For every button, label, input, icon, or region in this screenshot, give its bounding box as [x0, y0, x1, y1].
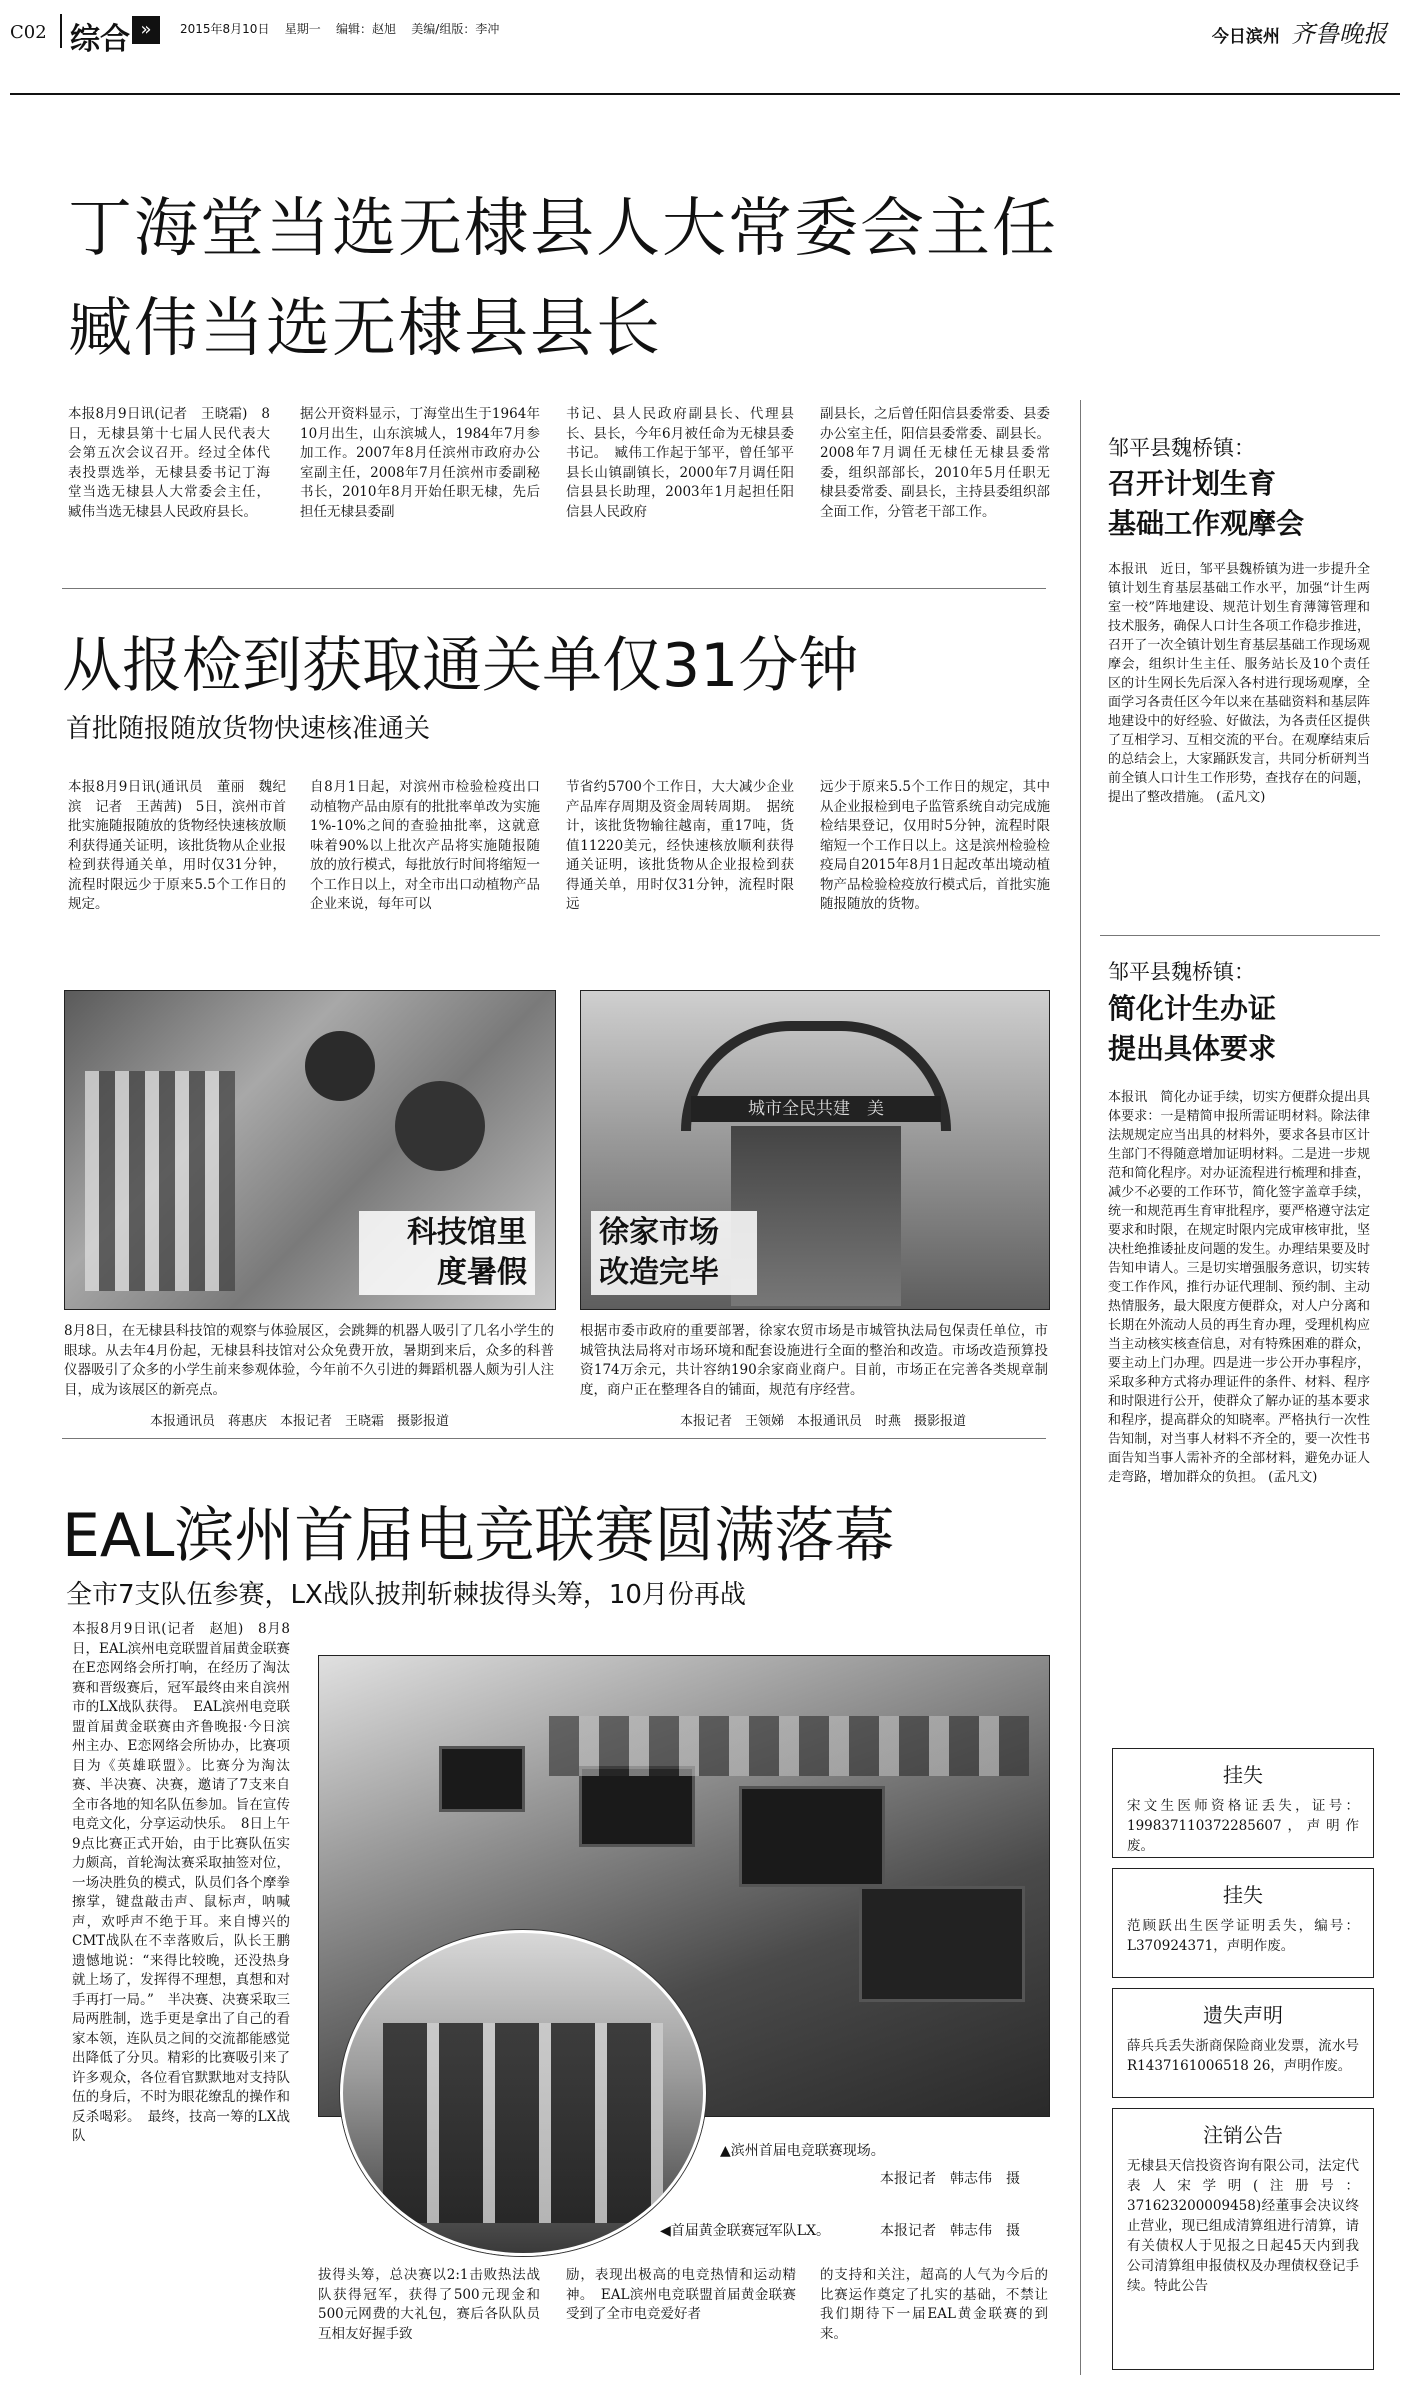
child-head — [305, 1031, 375, 1101]
sidebar2-title-1: 简化计生办证 — [1108, 992, 1277, 1025]
sidebar2-kicker: 邹平县魏桥镇： — [1108, 960, 1255, 984]
photo-robot-exhibit — [64, 990, 556, 1310]
story2-col-3: 节省约5700个工作日，大大减少企业产品库存周期及资金周转周期。 据统计，该批货物输往越南，重17吨，货值11220美元，经快速核放顺利获得通关证明，该批货物从企业报检到获得通关单，用时仅31分钟，流程时限远 — [566, 779, 794, 912]
sidebar2-title-2: 提出具体要求 — [1108, 1032, 1277, 1065]
notice-lost-statement — [1112, 1988, 1374, 2098]
page-number: C02 — [10, 22, 47, 43]
photo1-caption-line-2: 度暑假 — [437, 1255, 527, 1290]
notice-title: 遗失声明 — [1203, 2003, 1283, 2027]
paper-brand — [1212, 14, 1387, 49]
story1-col-2: 据公开资料显示，丁海堂出生于1964年10月出生，山东滨城人，1984年7月参加工作。2007年8月任滨州市政府办公室副主任，2008年7月任滨州市委副秘书长，2010年8月开始任职无棣，先后担任无棣县委副 — [300, 406, 540, 520]
spectators — [549, 1716, 1029, 1776]
issue-weekday: 星期一 — [284, 22, 321, 36]
photo-champion-team-inset — [340, 1930, 706, 2256]
sidebar1-title-1: 召开计划生育 — [1108, 467, 1277, 500]
story2-col-4: 远少于原来5.5个工作日的规定，其中从企业报检到电子监管系统自动完成施检结果登记，仅用时5分钟，流程时限缩短一个工作日以上。这是滨州检验检疫局自2015年8月1日起改革出境动植物产品检验检疫放行模式后，首批实施随报随放的货物。 — [820, 779, 1050, 912]
story2-col-1: 本报8月9日讯(通讯员 董丽 魏纪滨 记者 王茜茜) 5日，滨州市首批实施随报随放的货物经快速核放顺利获得通关证明，该批货物从企业报检到获得通关单，用时仅31分钟，流程时限远少于原来5.5个工作日的规定。 — [68, 779, 286, 912]
photo1-caption — [359, 1211, 535, 1295]
photo2-credit: 本报记者 王领娣 本报通讯员 时燕 摄影报道 — [680, 1414, 967, 1429]
photo2-text: 根据市委市政府的重要部署，徐家农贸市场是市城管执法局包保责任单位，市城管执法局将对市场环境和配套设施进行全面的整治和改造。市场改造预算投资174万余元，共计容纳190余家商业商户。目前，市场正在完善各类规章制度，商户正在整理各自的铺面，规范有序经营。 — [580, 1323, 1048, 1398]
sidebar-rule — [1080, 400, 1081, 2375]
story1-col-1: 本报8月9日讯(记者 王晓霜) 8日，无棣县第十七届人民代表大会第五次会议召开。经过全体代表投票选举，无棣县委书记丁海堂当选无棣县人大常委会主任，臧伟当选无棣县人民政府县长。 — [68, 406, 270, 520]
story2-headline: 从报检到获取通关单仅31分钟 — [62, 631, 859, 701]
paper-logo: 齐鲁晚报 — [1291, 20, 1387, 48]
story1-headline-2: 臧伟当选无棣县县长 — [68, 292, 662, 366]
story3-col-4: 的支持和关注，超高的人气为今后的比赛运作奠定了扎实的基础，不禁让我们期待下一届EAL黄金联赛的到来。 — [820, 2267, 1048, 2342]
masthead-info — [180, 20, 499, 37]
notice-title: 注销公告 — [1203, 2123, 1283, 2147]
editor-credit: 编辑：赵旭 — [336, 22, 397, 36]
notice-lost-2 — [1112, 1868, 1374, 1978]
story2-subhead: 首批随报随放货物快速核准通关 — [66, 714, 431, 744]
paper-name: 今日滨州 — [1211, 27, 1280, 47]
robot-figures — [85, 1071, 235, 1291]
story1-col-4: 副县长，之后曾任阳信县委常委、县委办公室主任，阳信县委常委、副县长。2008年7月调任无棣任无棣县委常委，组织部部长，2010年5月任职无棣县委常委、副县长，主持县委组织部全面工作，分管老干部工作。 — [820, 406, 1050, 520]
divider — [1100, 935, 1380, 936]
sidebar1-text: 本报讯 近日，邹平县魏桥镇为进一步提升全镇计划生育基层基础工作水平，加强“计生两室一校”阵地建设、规范计划生育薄簿管理和技术服务，确保人口计生各项工作稳步推进，召开了一次全镇计划生育基层基础工作现场观摩会，组织计生主任、服务站长及10个责任区的计生网长先后深入各村进行现场观摩，全面学习各责任区今年以来在基础资料和基层阵地建设中的好经验、好做法，为各责任区提供了互相学习、互相交流的平台。在观摩结束后的总结会上，大家踊跃发言，共同分析研判当前全镇人口计生工作形势，查找存在的问题，提出了整改措施。 — [1108, 562, 1370, 805]
notice-body: 宋文生医师资格证丢失，证号：199837110372285607，声明作废。 — [1127, 1798, 1359, 1854]
divider — [62, 1438, 1046, 1439]
masthead-rule — [10, 93, 1400, 95]
photo2-caption-line-1: 徐家市场 — [599, 1215, 719, 1250]
esports-photo-caption: ▲滨州首届电竞联赛现场。 — [720, 2143, 885, 2159]
photo2-caption-line-2: 改造完毕 — [599, 1255, 719, 1290]
monitor — [739, 1786, 885, 1887]
sidebar1-author: (孟凡文) — [1216, 790, 1266, 805]
photo1-caption-line-1: 科技馆里 — [407, 1215, 527, 1250]
designer-credit: 美编/组版：李冲 — [411, 22, 500, 36]
story3-col-2: 拔得头筹，总决赛以2:1击败热法战队获得冠军，获得了500元现金和500元网费的大礼包，赛后各队队员互相友好握手致 — [318, 2267, 540, 2342]
story3-col-3: 励，表现出极高的电竞热情和运动精神。 EAL滨州电竞联盟首届黄金联赛受到了全市电竞爱好者 — [566, 2267, 796, 2322]
notice-body: 薛兵兵丢失浙商保险商业发票，流水号R1437161006518 26，声明作废。 — [1127, 2038, 1359, 2074]
photo-market-gate — [580, 990, 1050, 1310]
section-arrow-icon: » — [132, 16, 160, 44]
inset-photo-credit: 本报记者 韩志伟 摄 — [880, 2223, 1020, 2239]
photo2-caption — [591, 1211, 757, 1295]
market-arch-sign: 城市全民共建 美 — [691, 1096, 941, 1122]
notice-body: 范顾跃出生医学证明丢失，编号：L370924371，声明作废。 — [1127, 1918, 1359, 1954]
team-members — [383, 2023, 663, 2223]
story3-headline: EAL滨州首届电竞联赛圆满落幕 — [62, 1501, 895, 1571]
sidebar1-title-2: 基础工作观摩会 — [1108, 507, 1305, 540]
child-head — [395, 1081, 485, 1171]
notice-title: 挂失 — [1223, 1763, 1263, 1787]
sidebar1-kicker: 邹平县魏桥镇： — [1108, 436, 1255, 460]
inset-photo-caption: ◀首届黄金联赛冠军队LX。 — [660, 2223, 831, 2239]
masthead-divider — [60, 14, 62, 48]
notice-body: 无棣县天信投资咨询有限公司，法定代表人宋学明(注册号：371623200009458)经董事会决议终止营业，现已组成清算组进行清算，请有关债权人于见报之日起45天内到我公司清算组申报债权及办理债权登记手续。特此公告 — [1127, 2158, 1359, 2294]
sidebar2-body — [1108, 1088, 1370, 1723]
monitor — [859, 1886, 1025, 2002]
issue-date: 2015年8月10日 — [180, 22, 270, 36]
story2-col-2: 自8月1日起，对滨州市检验检疫出口动植物产品由原有的批批率单改为实施1%-10%之间的查验抽批率，这就意味着90%以上批次产品将实施随报随放的放行模式，每批放行时间将缩短一个工作日以上，对全市出口动植物产品企业来说，每年可以 — [310, 779, 540, 912]
monitor — [439, 1746, 525, 1812]
photo1-credit: 本报通讯员 蒋惠庆 本报记者 王晓霜 摄影报道 — [150, 1414, 450, 1429]
divider — [62, 588, 1046, 589]
notice-lost-1 — [1112, 1748, 1374, 1858]
section-name: 综合 — [70, 22, 130, 57]
sidebar2-text: 本报讯 简化办证手续，切实方便群众提出具体要求：一是精简申报所需证明材料。除法律法规规定应当出具的材料外，要求各县市区计生部门不得随意增加证明材料。二是进一步规范和简化程序。对办证流程进行梳理和排查，减少不必要的工作环节，简化签字盖章手续，统一和规范再生育审批程序，要严格遵守法定要求和时限，在规定时限内完成审核审批，坚决杜绝推诿扯皮问题的发生。办理结果要及时告知申请人。三是切实增强服务意识，切实转变工作作风，推行办证代理制、预约制、主动热情服务，最大限度方便群众，对人户分离和长期在外流动人员的再生育办理，受理机构应当主动核实核查信息，对有特殊困难的群众，要主动上门办理。四是进一步公开办事程序，采取多种方式将办理证件的条件、材料、程序和时限进行公开，使群众了解办证的基本要求和程序，提高群众的知晓率。严格执行一次性告知制，对当事人材料不齐全的，要一次性书面告知当事人需补齐的全部材料，避免办证人走弯路，增加群众的负担。 — [1108, 1090, 1370, 1485]
story3-subhead: 全市7支队伍参赛，LX战队披荆斩棘拔得头筹，10月份再战 — [66, 1580, 746, 1610]
monitor — [579, 1766, 695, 1847]
photo1-text: 8月8日，在无棣县科技馆的观察与体验展区，会跳舞的机器人吸引了几名小学生的眼球。从去年4月份起，无棣县科技馆对公众免费开放，暑期到来后，众多的科普仪器吸引了众多的小学生前来参观体验，今年前不久引进的舞蹈机器人颇为引人注目，成为该展区的新亮点。 — [64, 1323, 554, 1398]
esports-photo-credit: 本报记者 韩志伟 摄 — [880, 2171, 1020, 2187]
sidebar2-author: (孟凡文) — [1268, 1470, 1318, 1485]
notice-deregistration — [1112, 2108, 1374, 2370]
sidebar1-body — [1108, 560, 1370, 925]
story1-headline-1: 丁海堂当选无棣县人大常委会主任 — [68, 192, 1058, 266]
story3-col-1: 本报8月9日讯(记者 赵旭) 8月8日，EAL滨州电竞联盟首届黄金联赛在E恋网络会所打响，在经历了淘汰赛和晋级赛后，冠军最终由来自滨州市的LX战队获得。 EAL滨州电竞联盟首届黄金联赛由齐鲁晚报·今日滨州主办、E恋网络会所协办，比赛项目为《英雄联盟》。比赛分为淘汰赛、半决赛、决赛，邀请了7支来自全市各地的知名队伍参加。旨在宣传电竞文化，分享运动快乐。 8日上午9点比赛正式开始，由于比赛队伍实力颇高，首轮淘汰赛采取抽签对位，一场决胜负的模式，队员们各个摩拳擦掌，键盘敲击声、鼠标声，呐喊声，欢呼声不绝于耳。来自博兴的CMT战队在不幸落败后，队长王鹏遗憾地说：“来得比较晚，还没热身就上场了，发挥得不理想，真想和对手再打一局。” 半决赛、决赛采取三局两胜制，选手更是拿出了自己的看家本领，连队员之间的交流都能感觉出降低了分贝。精彩的比赛吸引来了许多观众，各位看官默默地对支持队伍的身后，不时为眼花缭乱的操作和反杀喝彩。 最终，技高一筹的LX战队 — [72, 1621, 290, 2144]
story1-col-3: 书记、县人民政府副县长、代理县长、县长，今年6月被任命为无棣县委书记。 臧伟工作起于邹平，曾任邹平县长山镇副镇长，2000年7月调任阳信县县长助理，2003年1月起担任阳信县人民政府 — [566, 406, 794, 520]
notice-title: 挂失 — [1223, 1883, 1263, 1907]
